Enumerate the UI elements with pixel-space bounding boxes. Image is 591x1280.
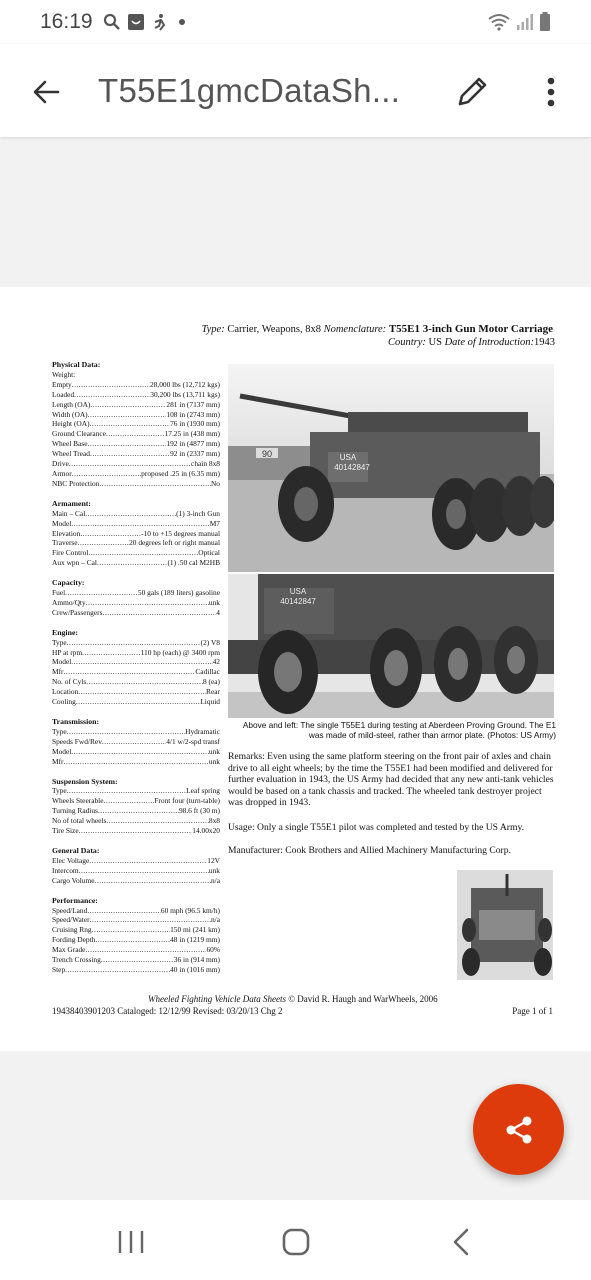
spec-leader-dots: [85, 509, 176, 519]
spec-row: [52, 935, 220, 945]
spec-leader-dots: [92, 925, 170, 935]
spec-row: [52, 697, 220, 707]
nav-back-button[interactable]: [446, 1224, 476, 1260]
spec-label: Aux wpn – Cal: [52, 558, 97, 568]
doc-header-line2: [388, 337, 555, 348]
spec-value: 4: [216, 607, 220, 617]
spec-row: [52, 519, 220, 529]
spec-label: Type: [52, 637, 67, 647]
spec-row: [52, 529, 220, 539]
photo-caption: Above and left: The single T55E1 during testing at Aberdeen Proving Ground. The E1 was made of mild-steel, rather than armor plate. (Photos: US Army): [242, 720, 556, 741]
spec-value: unk: [208, 597, 220, 607]
spec-label: Trench Crossing: [52, 955, 101, 965]
spec-value: 92 in (2337 mm): [170, 449, 220, 459]
spec-value: unk: [208, 865, 220, 875]
document-page[interactable]: [0, 287, 591, 1051]
vehicle-photo-side: [228, 364, 554, 572]
type-label: Type:: [201, 324, 225, 335]
status-bar: [0, 0, 591, 44]
spec-value: 17.25 in (438 mm): [164, 429, 220, 439]
spec-value: 76 in (1930 mm): [170, 419, 220, 429]
spec-leader-dots: [67, 786, 186, 796]
spec-row: [52, 509, 220, 519]
spec-label: Cargo Volume: [52, 875, 95, 885]
spec-label: Mfr: [52, 756, 64, 766]
spec-section-title: Armament:: [52, 498, 91, 508]
spec-label: HP at rpm: [52, 647, 83, 657]
spec-value: unk: [208, 756, 220, 766]
spec-leader-dots: [86, 677, 203, 687]
spec-value: 20 degrees left or right manual: [129, 538, 220, 548]
spec-value: 40 in (1016 mm): [170, 964, 220, 974]
spec-leader-dots: [79, 866, 209, 876]
spec-label: Tire Size: [52, 826, 79, 836]
nomenclature-label: Nomenclature:: [323, 324, 387, 335]
spec-leader-dots: [72, 380, 150, 390]
spec-label: Width (OA): [52, 409, 88, 419]
spec-leader-dots: [97, 558, 167, 568]
spec-row: [52, 548, 220, 558]
spec-label: Intercom: [52, 865, 79, 875]
footer-series-title: Wheeled Fighting Vehicle Data Sheets: [148, 994, 286, 1004]
spec-leader-dots: [78, 687, 206, 697]
spec-value: 28,000 lbs (12,712 kgs): [149, 379, 220, 389]
spec-label: Fording Depth: [52, 935, 96, 945]
spec-label: Speed/Water: [52, 915, 90, 925]
spec-value: Rear: [206, 687, 220, 697]
spec-value: 48 in (1219 mm): [170, 935, 220, 945]
nav-home-button[interactable]: [276, 1224, 316, 1260]
spec-label: Main – Cal: [52, 508, 86, 518]
spec-row: [52, 906, 220, 916]
date-label: Date of Introduction:: [444, 337, 534, 348]
remarks-text: Remarks: Even using the same platform steering on the front pair of axles and chain drive to all eight wheels; by the time the T55E1 had been modified and delivered for further evaluation in 1943, the US Army had decided that any new anti-tank vehicles would be based on a tank chassis and tracked. The wheeled tank destroyer project was dropped in 1943.: [228, 751, 554, 809]
spec-value: 4/1 w/2-spd transf: [166, 736, 220, 746]
spec-label: Cruising Rng: [52, 925, 92, 935]
photo-serial-number: 40142847: [334, 463, 370, 472]
spec-label: Crew/Passengers: [52, 607, 103, 617]
spec-leader-dots: [99, 479, 211, 489]
specs-column: [52, 360, 220, 975]
spec-label: Type: [52, 726, 67, 736]
status-icons-left: [103, 13, 189, 31]
spec-label: Model: [52, 518, 72, 528]
spec-label: Fire Control: [52, 548, 89, 558]
spec-leader-dots: [67, 638, 201, 648]
spec-leader-dots: [101, 955, 174, 965]
spec-row: [52, 925, 220, 935]
spec-row: [52, 538, 220, 548]
spec-leader-dots: [65, 588, 138, 598]
spec-leader-dots: [71, 519, 209, 529]
spec-section-title: Transmission:: [52, 717, 100, 726]
spec-leader-dots: [72, 469, 141, 479]
doc-header-line1: [202, 323, 553, 335]
spec-value: 150 mi (241 km): [170, 925, 220, 935]
back-arrow-icon: [30, 76, 62, 108]
spec-label: Wheels Steerable: [52, 796, 104, 806]
spec-row: [52, 816, 220, 826]
dot-icon: [175, 15, 189, 29]
spec-section-title: Suspension System:: [52, 776, 118, 786]
document-title: T55E1gmcDataSh...: [98, 72, 401, 109]
share-icon: [503, 1114, 535, 1146]
spec-leader-dots: [64, 667, 196, 677]
spec-row: [52, 965, 220, 975]
spec-label: Type: [52, 786, 67, 796]
spec-row: [52, 419, 220, 429]
spec-label: NBC Protection: [52, 478, 100, 488]
spec-row: [52, 796, 220, 806]
spec-value: 60%: [206, 945, 220, 955]
date-value: 1943: [534, 337, 555, 348]
spec-leader-dots: [90, 419, 171, 429]
spec-leader-dots: [69, 459, 191, 469]
spec-row: [52, 667, 220, 677]
spec-leader-dots: [90, 449, 170, 459]
spec-label: No of total wheels: [52, 816, 107, 826]
spec-leader-dots: [95, 935, 170, 945]
spec-section-title: Capacity:: [52, 578, 85, 588]
photo-usa-marking: USA: [339, 453, 357, 462]
spec-leader-dots: [88, 410, 167, 420]
spec-leader-dots: [71, 747, 209, 757]
spec-label: Mfr: [52, 667, 64, 677]
spec-label: Loaded: [52, 389, 75, 399]
nomenclature-value: T55E1 3-inch Gun Motor Carriage: [388, 323, 553, 335]
edit-button[interactable]: [452, 72, 492, 112]
spec-leader-dots: [64, 757, 209, 767]
spec-leader-dots: [82, 648, 140, 658]
spec-label: Step: [52, 964, 66, 974]
spec-row: [52, 786, 220, 796]
spec-value: proposed .25 in (6.35 mm): [141, 468, 220, 478]
spec-row: [52, 826, 220, 836]
spec-row: [52, 856, 220, 866]
spec-leader-dots: [102, 737, 166, 747]
spec-row: [52, 866, 220, 876]
spec-leader-dots: [89, 856, 207, 866]
spec-row: [52, 380, 220, 390]
spec-section-title: Engine:: [52, 627, 78, 637]
spec-row: [52, 945, 220, 955]
spec-label: Model: [52, 657, 72, 667]
spec-label: Location: [52, 687, 79, 697]
spec-leader-dots: [90, 400, 166, 410]
battery-icon: [539, 12, 551, 32]
spec-value: Front four (turn-table): [154, 796, 220, 806]
spec-value: Hydramatic: [185, 726, 220, 736]
spec-label: Wheel Tread: [52, 449, 90, 459]
spec-label: Ground Clearance: [52, 429, 106, 439]
spec-leader-dots: [106, 429, 165, 439]
spec-leader-dots: [87, 906, 161, 916]
search-icon: [103, 13, 121, 31]
spec-value: (2) V8: [200, 637, 220, 647]
spec-row: [52, 687, 220, 697]
spec-label: Turning Radius: [52, 806, 98, 816]
spec-value: Cadillac: [195, 667, 220, 677]
more-options-button[interactable]: [536, 72, 566, 112]
spec-value: Leaf spring: [186, 786, 220, 796]
spec-leader-dots: [76, 697, 200, 707]
spec-label: Max Grade: [52, 945, 86, 955]
more-vert-icon: [546, 77, 556, 107]
spec-value: (1) 3-inch Gun: [176, 508, 220, 518]
spec-label: Weight:: [52, 369, 76, 379]
recents-icon: [112, 1228, 152, 1256]
spec-row: [52, 608, 220, 618]
spec-row: [52, 737, 220, 747]
spec-row: [52, 558, 220, 568]
spec-row: [52, 459, 220, 469]
spec-leader-dots: [78, 538, 129, 548]
country-label: Country:: [387, 337, 426, 348]
home-icon: [276, 1224, 316, 1260]
spec-label: Wheel Base: [52, 439, 88, 449]
nav-recents-button[interactable]: [112, 1228, 152, 1256]
spec-row: [52, 876, 220, 886]
usage-text: Usage: Only a single T55E1 pilot was completed and tested by the US Army.: [228, 822, 525, 833]
app-bar: [0, 44, 591, 137]
spec-value: 14.00x20: [192, 826, 220, 836]
back-icon: [446, 1224, 476, 1260]
spec-row: [52, 648, 220, 658]
spec-label: Traverse: [52, 538, 78, 548]
signal-icon: [516, 13, 534, 31]
doc-footer-series: [148, 994, 438, 1004]
country-value: US: [428, 337, 442, 348]
spec-value: 50 gals (189 liters) gasoline: [137, 588, 220, 598]
system-nav-bar: [0, 1200, 591, 1280]
spec-row: [52, 588, 220, 598]
spec-row: [52, 449, 220, 459]
spec-value: chain 8x8: [191, 459, 220, 469]
spec-row: [52, 806, 220, 816]
spec-row: [52, 479, 220, 489]
vehicle-photo-rear: [228, 574, 554, 718]
spec-leader-dots: [79, 826, 193, 836]
type-value: Carrier, Weapons, 8x8: [227, 324, 321, 335]
accessibility-icon: [151, 13, 169, 31]
spec-value: unk: [208, 746, 220, 756]
spec-leader-dots: [74, 390, 150, 400]
spec-row: [52, 915, 220, 925]
pencil-icon: [454, 74, 490, 110]
spec-value: 98.6 ft (30 m): [178, 806, 220, 816]
spec-leader-dots: [88, 548, 198, 558]
spec-row: [52, 400, 220, 410]
spec-value: 192 in (4877 mm): [166, 439, 220, 449]
spec-value: 12V: [207, 855, 220, 865]
spec-leader-dots: [95, 876, 211, 886]
spec-label: Ammo/Qty: [52, 597, 86, 607]
spec-value: 42: [212, 657, 220, 667]
spec-label: Fuel: [52, 588, 66, 598]
spec-value: -10 to +15 degrees manual: [141, 528, 220, 538]
spec-value: 8x8: [208, 816, 220, 826]
spec-label: Speed/Land: [52, 905, 88, 915]
spec-label: Elevation: [52, 528, 81, 538]
spec-leader-dots: [86, 598, 209, 608]
spec-row: [52, 390, 220, 400]
vehicle-photo-top: [457, 870, 553, 980]
spec-value: 108 in (2743 mm): [166, 409, 220, 419]
doc-footer-page-number: Page 1 of 1: [512, 1006, 553, 1016]
spec-section-title: Performance:: [52, 895, 98, 905]
photo-rear-usa-marking: USA: [289, 587, 307, 596]
spec-section-title: Physical Data:: [52, 360, 101, 369]
spec-label: Speeds Fwd/Rev: [52, 736, 102, 746]
spec-value: 281 in (7137 mm): [166, 399, 220, 409]
spec-row: [52, 677, 220, 687]
spec-row: [52, 410, 220, 420]
spec-row: [52, 598, 220, 608]
photo-rear-serial-number: 40142847: [280, 597, 316, 606]
wifi-icon: [487, 13, 511, 31]
footer-copyright: © David R. Haugh and WarWheels, 2006: [288, 994, 438, 1004]
spec-label: Empty: [52, 379, 72, 389]
doc-footer-catalog: 19438403901203 Cataloged: 12/12/99 Revised: 03/20/13 Chg 2: [52, 1006, 283, 1016]
spec-value: n/a: [210, 875, 220, 885]
spec-leader-dots: [90, 915, 211, 925]
spec-label: Cooling: [52, 697, 76, 707]
spec-label: Length (OA): [52, 399, 91, 409]
status-time: 16:19: [40, 10, 93, 33]
spec-value: 110 hp (each) @ 3400 rpm: [140, 647, 220, 657]
manufacturer-text: Manufacturer: Cook Brothers and Allied Machinery Manufacturing Corp.: [228, 845, 511, 856]
spec-leader-dots: [104, 796, 155, 806]
photo-sign-text: 90: [261, 449, 273, 459]
spec-value: 8 (ea): [202, 677, 220, 687]
share-button[interactable]: [473, 1084, 564, 1175]
spec-leader-dots: [85, 945, 206, 955]
spec-row: [52, 469, 220, 479]
spec-row: [52, 757, 220, 767]
spec-leader-dots: [80, 529, 141, 539]
spec-label: No. of Cyls: [52, 677, 87, 687]
status-icons-right: [487, 12, 551, 32]
spec-value: No: [210, 478, 220, 488]
spec-value: Optical: [198, 548, 220, 558]
spec-row: [52, 370, 220, 380]
spec-value: 30,200 lbs (13,711 kgs): [150, 389, 220, 399]
spec-leader-dots: [103, 608, 217, 618]
spec-leader-dots: [106, 816, 209, 826]
spec-row: [52, 638, 220, 648]
spec-row: [52, 657, 220, 667]
spec-leader-dots: [67, 727, 185, 737]
spec-row: [52, 429, 220, 439]
spec-label: Drive: [52, 459, 69, 469]
spec-label: Height (OA): [52, 419, 90, 429]
spec-leader-dots: [88, 439, 167, 449]
spec-row: [52, 955, 220, 965]
spec-section-title: General Data:: [52, 845, 100, 855]
spec-value: Liquid: [200, 697, 220, 707]
spec-label: Elec Voltage: [52, 855, 90, 865]
spec-leader-dots: [71, 657, 212, 667]
spec-row: [52, 747, 220, 757]
spec-value: 36 in (914 mm): [173, 955, 220, 965]
spec-row: [52, 727, 220, 737]
app-icon: [127, 13, 145, 31]
spec-value: n/a: [210, 915, 220, 925]
spec-value: (1) .50 cal M2HB: [167, 558, 220, 568]
spec-row: [52, 439, 220, 449]
spec-label: Model: [52, 746, 72, 756]
spec-value: 60 mph (96.5 km/h): [160, 905, 220, 915]
spec-leader-dots: [98, 806, 179, 816]
back-button[interactable]: [26, 72, 66, 112]
spec-label: Armor: [52, 468, 72, 478]
spec-value: M7: [209, 518, 220, 528]
spec-leader-dots: [65, 965, 170, 975]
